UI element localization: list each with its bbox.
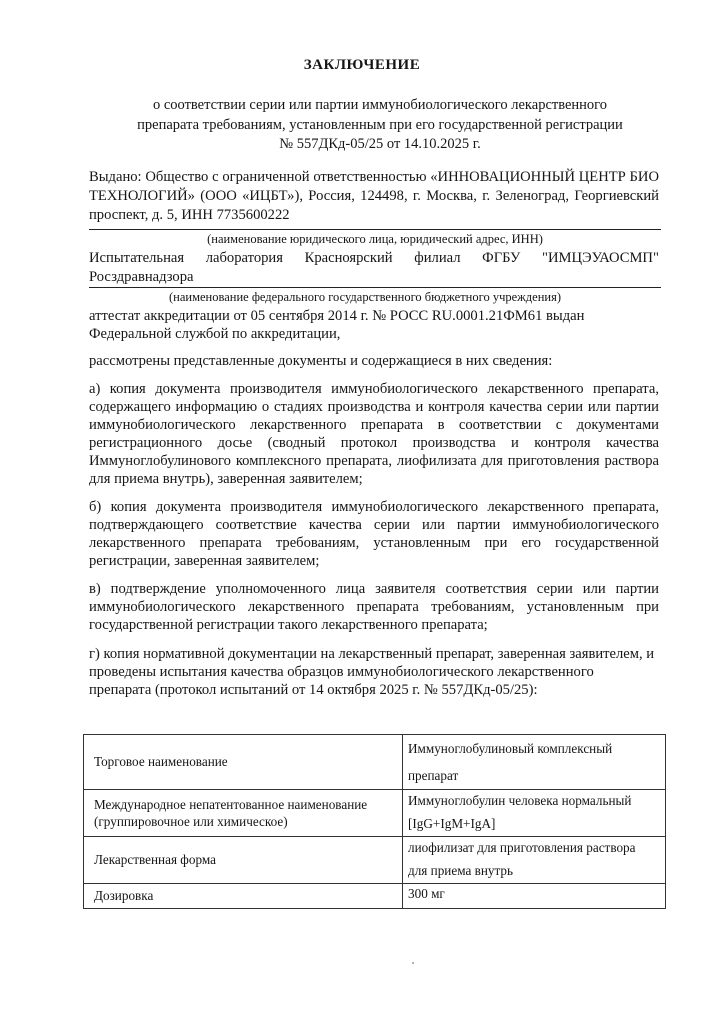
issued-to-text: Выдано: Общество с ограниченной ответственностью «ИННОВАЦИОННЫЙ ЦЕНТР БИО ТЕХНОЛОГИЙ» (ООО «ИЦБТ»), Россия, 124498, г. Москва, г. Зеленоград, Георгиевский проспект, д. 5, ИНН 7735600222 (89, 169, 659, 223)
table-row (84, 735, 666, 790)
item-v: в) подтверждение уполномоченного лица заявителя соответствия серии или партии иммунобиологического лекарственного препарата требованиям, установленным при государственной регистрации такого лекарственного препарата; (89, 581, 659, 633)
document-subtitle (100, 96, 660, 155)
table-row (84, 837, 666, 884)
laboratory-word: Красноярский (304, 250, 393, 266)
scan-speck (412, 962, 414, 964)
item-b: б) копия документа производителя иммунобиологического лекарственного препарата, подтверждающего соответствие качества серии или партии иммунобиологического лекарственного препарата требованиям, установленным при его государственной регистрации, заверенная заявителем; (89, 499, 659, 569)
form-value-line: для приема внутрь (408, 863, 514, 878)
table-row (84, 790, 666, 837)
laboratory-line-2: Росздравнадзора (89, 269, 194, 285)
trade-name-label: Торговое наименование (84, 735, 403, 790)
issued-to-caption: (наименование юридического лица, юридический адрес, ИНН) (207, 232, 543, 246)
laboratory-underline (89, 287, 661, 288)
inn-label-line: (группировочное или химическое) (94, 814, 288, 829)
reviewed-text: рассмотрены представленные документы и содержащиеся в них сведения: (89, 353, 553, 369)
inn-label (84, 790, 403, 837)
trade-name-value-line: препарат (408, 768, 459, 783)
form-value (403, 837, 666, 884)
issued-to-underline (89, 229, 661, 230)
inn-value-line: Иммуноглобулин человека нормальный (408, 793, 632, 808)
form-label: Лекарственная форма (84, 837, 403, 884)
subtitle-line: № 557ДКд-05/25 от 14.10.2025 г. (279, 136, 481, 152)
form-value-line: лиофилизат для приготовления раствора (408, 840, 636, 855)
laboratory-word: ФГБУ (482, 250, 521, 266)
inn-label-line: Международное непатентованное наименование (94, 797, 368, 812)
inn-value-line: [IgG+IgM+IgA] (408, 816, 496, 831)
trade-name-value (403, 735, 666, 790)
laboratory-block (89, 249, 659, 287)
laboratory-word: Испытательная (89, 250, 185, 266)
accreditation-text: аттестат аккредитации от 05 сентября 2014 г. № РОСС RU.0001.21ФМ61 выдан Федеральной службой по аккредитации, (89, 308, 585, 342)
table-row (84, 884, 666, 909)
laboratory-word: лаборатория (205, 250, 283, 266)
laboratory-line-1 (89, 249, 659, 268)
subtitle-line: о соответствии серии или партии иммунобиологического лекарственного (152, 97, 608, 113)
item-g: г) копия нормативной документации на лекарственный препарат, заверенная заявителем, и проведены испытания качества образцов иммунобиологического лекарственного препарата (протокол испытаний от 14 октября 2025 г. № 557ДКд-05/25): (89, 646, 655, 698)
laboratory-caption: (наименование федерального государственного бюджетного учреждения) (169, 290, 561, 304)
document-title: ЗАКЛЮЧЕНИЕ (303, 57, 421, 73)
subtitle-line: препарата требованиям, установленным при его государственной регистрации (137, 116, 623, 133)
inn-value (403, 790, 666, 837)
trade-name-value-line: Иммуноглобулиновый комплексный (408, 741, 613, 756)
laboratory-word: филиал (414, 250, 461, 266)
laboratory-word: "ИМЦЭУАОСМП" (542, 250, 659, 266)
dosage-label: Дозировка (84, 884, 403, 909)
dosage-value: 300 мг (403, 884, 666, 909)
product-table (83, 734, 666, 909)
item-a: а) копия документа производителя иммунобиологического лекарственного препарата, содержащего информацию о стадиях производства и контроля качества серии или партии иммунобиологического лекарственного препарата в соответствии с документами регистрационного досье (сводный протокол производства и контроля качества Иммуноглобулинового комплексного препарата, лиофилизата для приготовления раствора для приема внутрь), заверенная заявителем; (89, 381, 659, 487)
